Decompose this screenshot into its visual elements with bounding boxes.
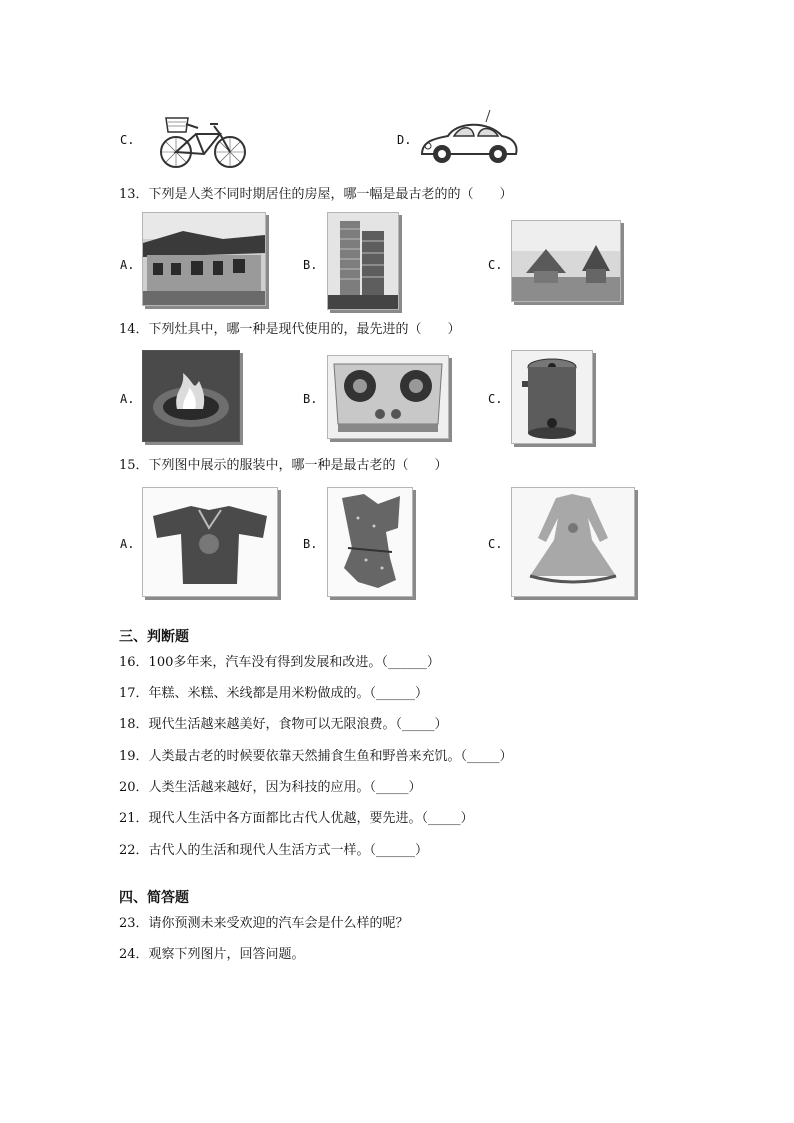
q14-option-c-label: C. (488, 392, 503, 406)
q13-option-a-label: A. (120, 258, 135, 272)
question-15-text: 15．下列图中展示的服装中，哪一种是最古老的（ ） (119, 458, 448, 473)
judge-item-19: 19．人类最古老的时候要依靠天然捕食生鱼和野兽来充饥。（_____） (119, 749, 513, 764)
question-13-text: 13．下列是人类不同时期居住的房屋，哪一幅是最古老的的（ ） (119, 187, 513, 202)
judge-item-22: 22．古代人的生活和现代人生活方式一样。（______） (119, 843, 429, 858)
section-short-heading: 四、简答题 (119, 890, 189, 906)
judge-item-20: 20．人类生活越来越好，因为科技的应用。（_____） (119, 780, 422, 795)
judge-item-17: 17．年糕、米糕、米线都是用米粉做成的。（______） (119, 686, 429, 701)
question-14-text: 14．下列灶具中，哪一种是现代使用的，最先进的（ ） (119, 322, 461, 337)
q12-option-c-label: C. (120, 133, 135, 147)
q15-option-a-label: A. (120, 537, 135, 551)
gas-stove-image (327, 355, 449, 439)
high-rise-building-image (327, 212, 399, 310)
q13-option-b-label: B. (303, 258, 318, 272)
q15-option-b-label: B. (303, 537, 318, 551)
campfire-image (142, 350, 240, 442)
ancient-robe-image (142, 487, 278, 597)
coal-stove-image (511, 350, 593, 444)
q14-option-b-label: B. (303, 392, 318, 406)
short-item-24: 24．观察下列图片，回答问题。 (119, 947, 305, 962)
traditional-houses-image (142, 212, 266, 306)
section-judge-heading: 三、判断题 (119, 629, 189, 645)
q12-option-d-label: D. (397, 133, 412, 147)
judge-item-16: 16．100多年来，汽车没有得到发展和改进。（______） (119, 655, 440, 670)
judge-item-18: 18．现代生活越来越美好，食物可以无限浪费。（_____） (119, 717, 448, 732)
thatched-hut-image (511, 220, 621, 302)
q15-option-c-label: C. (488, 537, 503, 551)
judge-item-21: 21．现代人生活中各方面都比古代人优越，要先进。（_____） (119, 811, 474, 826)
car-image (418, 110, 520, 166)
short-item-23: 23．请你预测未来受欢迎的汽车会是什么样的呢？ (119, 916, 409, 931)
primitive-garment-image (327, 487, 413, 597)
modern-dress-image (511, 487, 635, 597)
bicycle-image (158, 110, 250, 170)
q13-option-c-label: C. (488, 258, 503, 272)
q14-option-a-label: A. (120, 392, 135, 406)
